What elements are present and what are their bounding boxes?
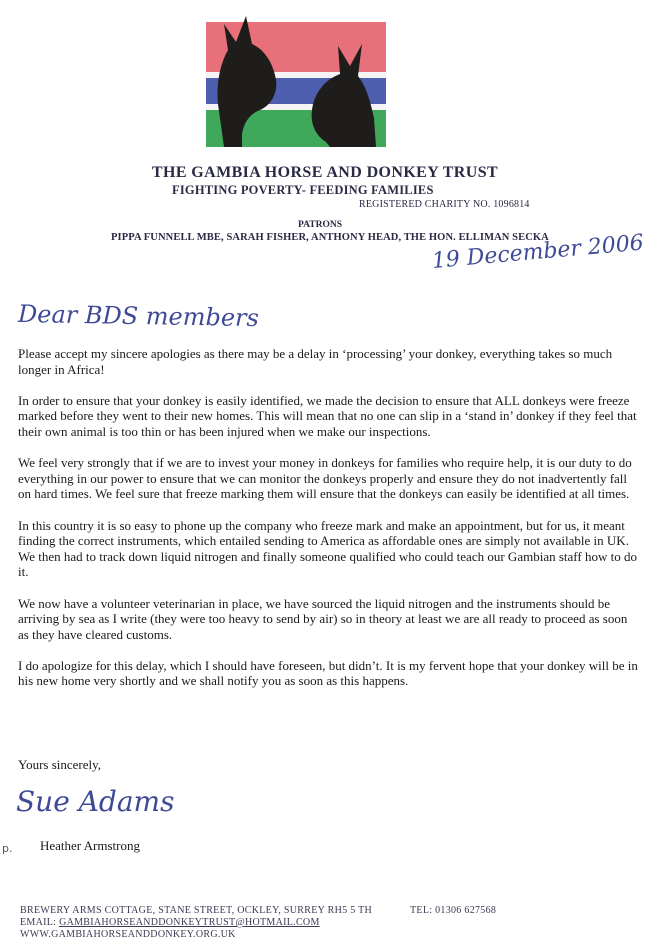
letter-paragraph: We feel very strongly that if we are to invest your money in donkeys for families who require help, it is our duty to do everything in our power to ensure that we can monitor the donkeys properly and ensure they do not inadvertently fall on hard times. We feel sure that freeze marking them will ensure that the donkeys can easily be identified at all times. xyxy=(18,455,632,502)
footer-website[interactable]: WWW.GAMBIAHORSEANDDONKEY.ORG.UK xyxy=(20,929,236,940)
letter-paragraph: I do apologize for this delay, which I should have foreseen, but didn’t. It is my fervent hope that your donkey will be in his new home very shortly and we shall notify you as soon as this happens. xyxy=(18,657,638,689)
patrons-list: PIPPA FUNNELL MBE, SARAH FISHER, ANTHONY HEAD, THE HON. ELLIMAN SECKA xyxy=(111,232,549,243)
letter-paragraph: We now have a volunteer veterinarian in place, we have sourced the liquid nitrogen and the instruments should be arriving by sea as I write (they were too heavy to send by air) so in theory at least we are all ready to proceed as soon as they have cleared customs. xyxy=(18,595,628,642)
handwritten-salutation: Dear BDS members xyxy=(17,299,260,333)
signer-name: Heather Armstrong xyxy=(40,838,141,853)
letter-paragraph: Please accept my sincere apologies as there may be a delay in ‘processing’ your donkey, everything takes so much longer in Africa! xyxy=(18,346,613,377)
letter-closing: Yours sincerely, xyxy=(18,757,102,772)
handwritten-signature: Sue Adams xyxy=(16,785,175,818)
letter-paragraph: In this country it is so easy to phone up the company who freeze mark and make an appointment, but for us, it meant finding the correct instruments, which entailed sending to America as affordable ones are simply not available in UK. We then had to track down liquid nitrogen and finally someone qualified who could teach our Gambian staff how to do it. xyxy=(18,517,637,580)
footer-telephone: TEL: 01306 627568 xyxy=(410,905,497,916)
footer-address-line xyxy=(20,905,497,916)
margin-mark: p. xyxy=(2,842,13,855)
footer-address: BREWERY ARMS COTTAGE, STANE STREET, OCKLEY, SURREY RH5 5 TH xyxy=(20,905,373,916)
letter-body xyxy=(18,346,638,705)
organization-name: THE GAMBIA HORSE AND DONKEY TRUST xyxy=(151,164,499,181)
organization-tagline: FIGHTING POVERTY- FEEDING FAMILIES xyxy=(172,183,434,197)
handwritten-date: 19 December 2006 xyxy=(430,230,645,274)
patrons-heading: PATRONS xyxy=(298,220,342,230)
footer-email-link[interactable]: GAMBIAHORSEANDDONKEYTRUST@HOTMAIL.COM xyxy=(59,917,320,928)
footer-email-line xyxy=(20,917,320,928)
letter-paragraph: In order to ensure that your donkey is easily identified, we made the decision to ensure that ALL donkeys were freeze marked before they went to their new homes. This will mean that no one can slip in a ‘stand in’ donkey if they feel that their own animal is too thin or has been injured when we make our inspections. xyxy=(18,392,637,439)
footer-email-label: EMAIL: xyxy=(20,917,57,928)
charity-number: REGISTERED CHARITY NO. 1096814 xyxy=(359,199,530,210)
donkey-logo xyxy=(206,14,386,147)
